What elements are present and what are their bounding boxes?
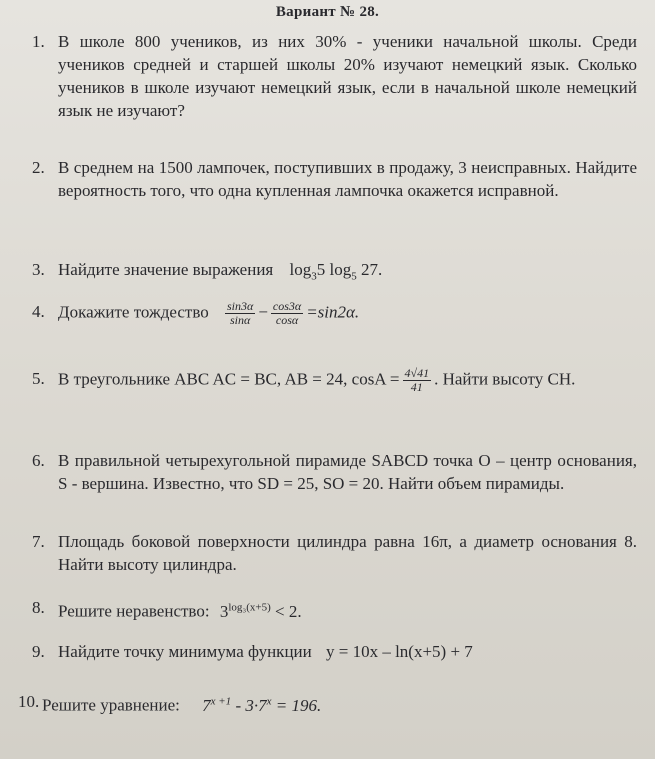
- task-text: В среднем на 1500 лампочек, поступивших в продажу, 3 неисправных. Найдите вероятность того, что одна купленная лампочка окажется исправной.: [58, 158, 637, 200]
- function-formula: y = 10x – ln(x+5) + 7: [326, 642, 473, 661]
- fraction-numerator: sin3α: [227, 299, 254, 313]
- power-exponent: log₃(x+5): [228, 601, 271, 613]
- task-number: 9.: [32, 642, 45, 661]
- task-body: [58, 640, 637, 663]
- task-text: Найдите значение выражения: [58, 260, 274, 279]
- task-number: 8.: [32, 598, 45, 617]
- task-text: Площадь боковой поверхности цилиндра равна 16π, а диаметр основания 8. Найти высоту цилиндра.: [58, 532, 637, 574]
- equation-middle: - 3·7: [231, 695, 267, 715]
- task-1: [32, 30, 637, 122]
- task-text: В школе 800 учеников, из них 30% - ученики начальной школы. Среди учеников средней и старшей школы 20% изучают немецкий язык. Сколько учеников в школе изучают немецкий язык, если в начальной школе немецкий язык не изучают?: [58, 32, 637, 120]
- task-7: [32, 530, 637, 576]
- log-base: 5: [351, 270, 357, 283]
- task-body: [42, 690, 637, 717]
- power-base: 3: [219, 601, 229, 621]
- task-2: [32, 156, 637, 202]
- power-base: 7: [202, 695, 211, 715]
- task-10: [18, 690, 637, 717]
- task-text: Решите неравенство:: [58, 601, 210, 621]
- inequality-rhs: < 2.: [274, 601, 302, 621]
- equation-end: = 196.: [271, 695, 322, 715]
- task-body: [58, 367, 637, 394]
- fraction-sin: [225, 300, 255, 327]
- task-number: 10.: [18, 692, 40, 711]
- task-number: 3.: [32, 260, 45, 279]
- fraction-numerator: 4√41: [404, 366, 430, 380]
- task-4: [32, 300, 637, 327]
- fraction-cos-a: [403, 367, 432, 394]
- task-number: 5.: [32, 369, 45, 388]
- task-text: Найдите точку минимума функции: [58, 642, 312, 661]
- task-number: 6.: [32, 451, 45, 470]
- task-body: [58, 300, 637, 327]
- task-3: [32, 258, 637, 288]
- power-exponent: x: [266, 695, 272, 707]
- fraction-cos: [271, 300, 303, 327]
- fraction-numerator: cos3α: [272, 299, 302, 313]
- power-exponent: x +1: [210, 695, 232, 707]
- minus-sign: −: [258, 302, 268, 322]
- fraction-denominator: cosα: [275, 313, 299, 327]
- task-text: В правильной четырехугольной пирамиде SABCD точка O – центр основания, S - вершина. Известно, что SD = 25, SO = 20. Найти объем пирамиды.: [58, 451, 637, 493]
- log-word: log: [289, 260, 312, 279]
- task-body: [58, 258, 637, 288]
- task-8: [32, 596, 637, 623]
- task-6: [32, 449, 637, 495]
- page-title: Вариант № 28.: [275, 4, 380, 20]
- identity-rhs: =sin2α.: [306, 302, 360, 322]
- fraction-denominator: sinα: [230, 313, 251, 327]
- task-number: 7.: [32, 532, 45, 551]
- task-body: [58, 596, 637, 623]
- task-text: Докажите тождество: [58, 302, 209, 322]
- equation: [202, 696, 321, 715]
- task-9: [32, 640, 637, 663]
- task-number: 1.: [32, 32, 45, 51]
- task-text: В треугольнике ABC AC = BC, AB = 24, cosA =: [58, 369, 400, 389]
- task-number: 4.: [32, 302, 45, 321]
- log-base: 3: [311, 270, 317, 283]
- inequality: [220, 602, 302, 621]
- log-middle: 5 log: [316, 260, 352, 279]
- task-text: Решите уравнение:: [42, 695, 180, 715]
- log-end: 27.: [360, 260, 383, 279]
- log-expression: [289, 260, 383, 283]
- task-5: [32, 367, 637, 394]
- task-tail: . Найти высоту CH.: [434, 369, 576, 389]
- task-number: 2.: [32, 158, 45, 177]
- fraction-denominator: 41: [410, 380, 423, 394]
